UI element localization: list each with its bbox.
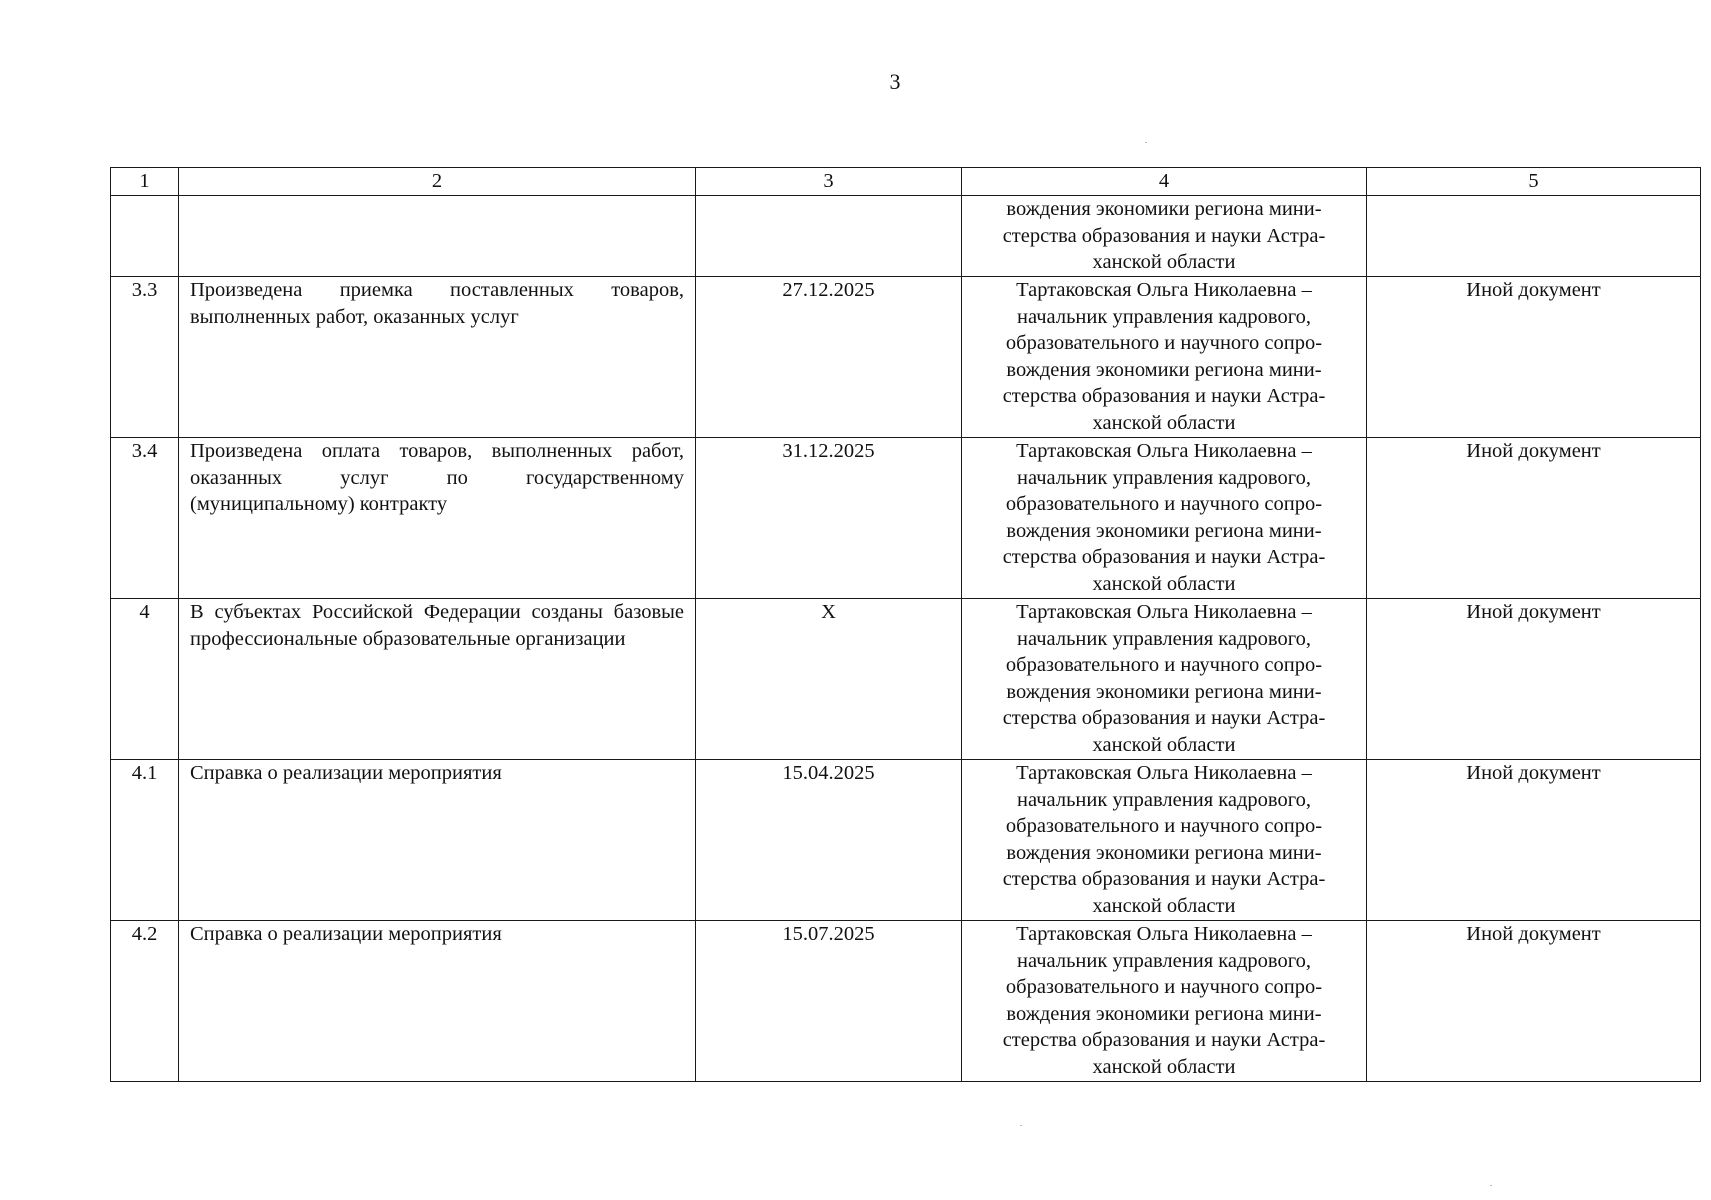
table-row	[111, 921, 1701, 1082]
column-header-5: 5	[1367, 168, 1701, 196]
responsible-line: ханской области	[1092, 251, 1236, 273]
table-row	[111, 599, 1701, 760]
responsible-line: начальник управления кадрового,	[1017, 466, 1311, 489]
table-row	[111, 438, 1701, 599]
responsible-line: вождения экономики региона мини-	[1006, 680, 1322, 703]
responsible-cell	[962, 277, 1367, 438]
scan-speck	[1020, 1125, 1022, 1126]
date-cell: 15.07.2025	[696, 921, 962, 1082]
date-cell	[696, 196, 962, 277]
date-cell: 15.04.2025	[696, 760, 962, 921]
document-type-cell	[1367, 196, 1701, 277]
responsible-line: начальник управления кадрового,	[1017, 788, 1311, 811]
document-type-cell: Иной документ	[1367, 599, 1701, 760]
responsible-line: образовательного и научного сопро-	[1005, 654, 1323, 676]
table-row	[111, 277, 1701, 438]
description-cell	[179, 196, 696, 277]
responsible-line: ханской области	[1092, 894, 1236, 917]
responsible-cell	[962, 921, 1367, 1082]
responsible-line: стерства образования и науки Астра-	[1002, 224, 1326, 247]
scan-speck	[1145, 142, 1147, 143]
responsible-line: начальник управления кадрового,	[1017, 949, 1311, 972]
date-cell: 27.12.2025	[696, 277, 962, 438]
description-cell: Справка о реализации мероприятия	[179, 921, 696, 1082]
responsible-line: ханской области	[1092, 572, 1236, 595]
column-header-2: 2	[179, 168, 696, 196]
responsible-line: вождения экономики региона мини-	[1006, 841, 1322, 864]
responsible-line: Тартаковская Ольга Николаевна –	[1016, 601, 1312, 623]
description-cell: В субъектах Российской Федерации созданы базовые профессиональные образовательные организации	[179, 599, 696, 760]
table-row	[111, 196, 1701, 277]
date-cell: X	[696, 599, 962, 760]
responsible-line: стерства образования и науки Астра-	[1002, 385, 1326, 407]
page-number: 3	[889, 69, 901, 94]
row-number-cell	[111, 196, 179, 277]
responsible-cell	[962, 196, 1367, 277]
responsible-line: ханской области	[1092, 1055, 1236, 1078]
responsible-line: начальник управления кадрового,	[1017, 305, 1311, 328]
responsible-cell	[962, 599, 1367, 760]
row-number-cell: 4	[111, 599, 179, 760]
responsible-line: ханской области	[1092, 733, 1236, 756]
table-header-row	[111, 168, 1701, 196]
description-cell: Произведена приемка поставленных товаров, выполненных работ, оказанных услуг	[179, 277, 696, 438]
responsible-line: образовательного и научного сопро-	[1005, 815, 1323, 837]
responsible-line: начальник управления кадрового,	[1017, 627, 1311, 650]
responsible-line: Тартаковская Ольга Николаевна –	[1016, 923, 1312, 945]
responsible-line: образовательного и научного сопро-	[1005, 976, 1323, 998]
column-header-3: 3	[696, 168, 962, 196]
document-type-cell: Иной документ	[1367, 760, 1701, 921]
responsible-line: стерства образования и науки Астра-	[1002, 546, 1326, 568]
responsible-line: стерства образования и науки Астра-	[1002, 707, 1326, 729]
scan-speck	[1490, 1185, 1492, 1186]
responsible-line: вождения экономики региона мини-	[1006, 358, 1322, 381]
responsible-line: стерства образования и науки Астра-	[1002, 868, 1326, 890]
column-header-1: 1	[111, 168, 179, 196]
row-number-cell: 4.2	[111, 921, 179, 1082]
responsible-line: стерства образования и науки Астра-	[1002, 1029, 1326, 1051]
row-number-cell: 4.1	[111, 760, 179, 921]
description-cell: Справка о реализации мероприятия	[179, 760, 696, 921]
document-type-cell: Иной документ	[1367, 921, 1701, 1082]
responsible-line: образовательного и научного сопро-	[1005, 493, 1323, 515]
responsible-line: Тартаковская Ольга Николаевна –	[1016, 279, 1312, 301]
responsible-line: вождения экономики региона мини-	[1006, 519, 1322, 542]
row-number-cell: 3.4	[111, 438, 179, 599]
document-table	[110, 167, 1701, 1082]
row-number-cell: 3.3	[111, 277, 179, 438]
document-type-cell: Иной документ	[1367, 277, 1701, 438]
date-cell: 31.12.2025	[696, 438, 962, 599]
responsible-line: Тартаковская Ольга Николаевна –	[1016, 762, 1312, 784]
description-cell: Произведена оплата товаров, выполненных работ, оказанных услуг по государственному (муниципальному) контракту	[179, 438, 696, 599]
responsible-cell	[962, 760, 1367, 921]
table-row	[111, 760, 1701, 921]
responsible-line: вождения экономики региона мини-	[1006, 1002, 1322, 1025]
responsible-cell	[962, 438, 1367, 599]
responsible-line: Тартаковская Ольга Николаевна –	[1016, 440, 1312, 462]
document-type-cell: Иной документ	[1367, 438, 1701, 599]
responsible-line: ханской области	[1092, 411, 1236, 434]
column-header-4: 4	[962, 168, 1367, 196]
responsible-line: вождения экономики региона мини-	[1006, 198, 1322, 220]
responsible-line: образовательного и научного сопро-	[1005, 332, 1323, 354]
